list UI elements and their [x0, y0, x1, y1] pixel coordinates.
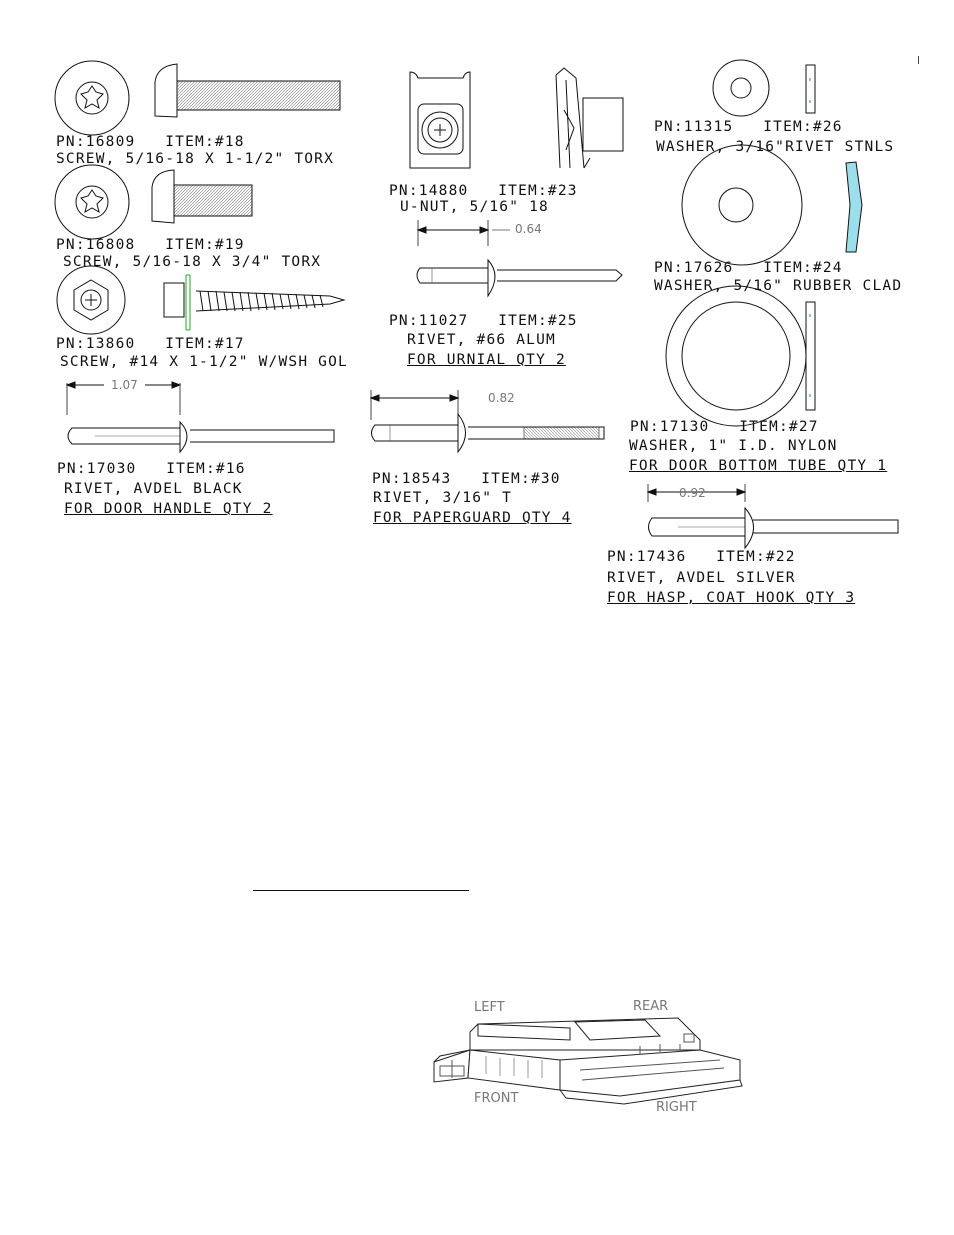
part-17130-desc: WASHER, 1" I.D. NYLON: [629, 438, 838, 454]
part-11315-desc: WASHER, 3/16"RIVET STNLS: [656, 139, 895, 155]
screw-16808-drawing: [55, 165, 252, 239]
part-17436-desc: RIVET, AVDEL SILVER: [607, 570, 796, 586]
part-11027-pn-item: PN:11027 ITEM:#25: [389, 313, 578, 329]
part-16809-desc: SCREW, 5/16-18 X 1-1/2" TORX: [56, 151, 335, 167]
dimension-rivet-17436: 0.92: [679, 486, 706, 500]
part-17130-usage: FOR DOOR BOTTOM TUBE QTY 1: [629, 458, 888, 474]
part-18543-usage: FOR PAPERGUARD QTY 4: [373, 510, 572, 526]
part-11027-desc: RIVET, #66 ALUM: [407, 332, 556, 348]
part-13860-pn-item: PN:13860 ITEM:#17: [56, 336, 245, 352]
part-17626-pn-item: PN:17626 ITEM:#24: [654, 260, 843, 276]
corner-tick-mark: [918, 56, 919, 64]
dimension-unut-14880: 0.64: [515, 222, 542, 236]
part-11315-pn-item: PN:11315 ITEM:#26: [654, 119, 843, 135]
part-18543-pn-item: PN:18543 ITEM:#30: [372, 471, 561, 487]
dimension-rivet-18543: 0.82: [488, 391, 515, 405]
screw-16809-drawing: [55, 61, 340, 135]
part-17030-pn-item: PN:17030 ITEM:#16: [57, 461, 246, 477]
washer-17626-drawing: [682, 145, 862, 265]
washer-11315-drawing: [713, 60, 815, 116]
view-label-rear: REAR: [633, 999, 669, 1014]
view-label-right: RIGHT: [656, 1100, 697, 1115]
part-16808-pn-item: PN:16808 ITEM:#19: [56, 237, 245, 253]
part-17030-usage: FOR DOOR HANDLE QTY 2: [64, 501, 273, 517]
part-11027-usage: FOR URNIAL QTY 2: [407, 352, 566, 368]
part-17436-pn-item: PN:17436 ITEM:#22: [607, 549, 796, 565]
screw-13860-drawing: [57, 266, 344, 334]
rivet-17030-drawing: [67, 382, 334, 452]
part-17030-desc: RIVET, AVDEL BLACK: [64, 481, 243, 497]
part-18543-desc: RIVET, 3/16" T: [373, 490, 513, 506]
unut-14880-drawing: [410, 68, 623, 246]
view-label-front: FRONT: [474, 1091, 519, 1106]
view-label-left: LEFT: [474, 1000, 505, 1015]
washer-17130-drawing: [666, 286, 815, 426]
part-13860-desc: SCREW, #14 X 1-1/2" W/WSH GOL: [60, 354, 348, 370]
rivet-11027-drawing: [417, 260, 622, 296]
part-17626-desc: WASHER, 5/16" RUBBER CLAD: [654, 278, 903, 294]
dimension-rivet-17030: 1.07: [111, 378, 138, 392]
part-17130-pn-item: PN:17130 ITEM:#27: [630, 419, 819, 435]
part-16809-pn-item: PN:16809 ITEM:#18: [56, 134, 245, 150]
part-14880-desc: U-NUT, 5/16" 18: [400, 199, 549, 215]
part-17436-usage: FOR HASP, COAT HOOK QTY 3: [607, 590, 856, 606]
part-14880-pn-item: PN:14880 ITEM:#23: [389, 183, 578, 199]
part-16808-desc: SCREW, 5/16-18 X 3/4" TORX: [63, 254, 322, 270]
divider-line: [253, 890, 469, 891]
